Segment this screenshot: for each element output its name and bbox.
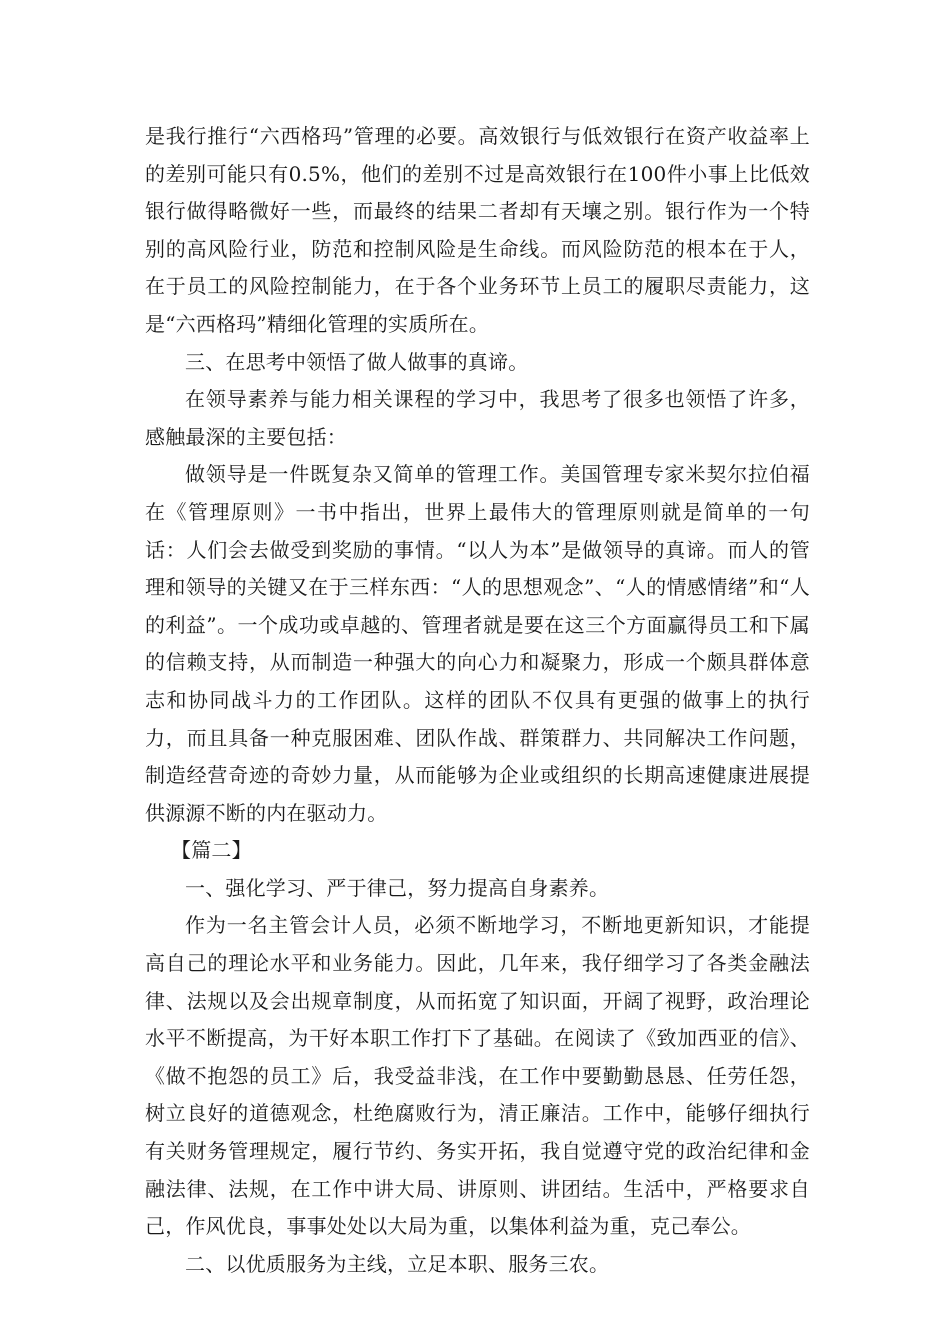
- section-title-part-two: 【篇二】: [171, 838, 252, 863]
- heading-section-one: 一、强化学习、严于律己，努力提高自身素养。: [185, 875, 610, 900]
- heading-section-three: 三、在思考中领悟了做人做事的真谛。: [185, 349, 529, 374]
- paragraph-accountant-study: 作为一名主管会计人员，必须不断地学习，不断地更新知识，才能提高自己的理论水平和业务能力。因此，几年来，我仔细学习了各类金融法律、法规以及会出规章制度，从而拓宽了知识面，开阔了视野，政治理论水平不断提高，为干好本职工作打下了基础。在阅读了《致加西亚的信》、《做不抱怨的员工》后，我受益非浅，在工作中要勤勤恳恳、任劳任怨，树立良好的道德观念，杜绝腐败行为，清正廉洁。工作中，能够仔细执行有关财务管理规定，履行节约、务实开拓，我自觉遵守党的政治纪律和金融法律、法规，在工作中讲大局、讲原则、讲团结。生活中，严格要求自己，作风优良，事事处处以大局为重，以集体利益为重，克己奉公。: [145, 913, 810, 1239]
- document-body: [145, 118, 810, 1283]
- paragraph-leadership-intro: 在领导素养与能力相关课程的学习中，我思考了很多也领悟了许多，感触最深的主要包括：: [145, 387, 810, 449]
- paragraph-six-sigma: 是我行推行“六西格玛”管理的必要。高效银行与低效银行在资产收益率上的差别可能只有0.5%，他们的差别不过是高效银行在100件小事上比低效银行做得略微好一些，而最终的结果二者却有天壤之别。银行作为一个特别的高风险行业，防范和控制风险是生命线。而风险防范的根本在于人，在于员工的风险控制能力，在于各个业务环节上员工的履职尽责能力，这是“六西格玛”精细化管理的实质所在。: [145, 124, 810, 336]
- heading-section-two: 二、以优质服务为主线，立足本职、服务三农。: [185, 1251, 610, 1276]
- paragraph-leadership-body: 做领导是一件既复杂又简单的管理工作。美国管理专家米契尔拉伯福在《管理原则》一书中指出，世界上最伟大的管理原则就是简单的一句话：人们会去做受到奖励的事情。“以人为本”是做领导的真谛。而人的管理和领导的关键又在于三样东西：“人的思想观念”、“人的情感情绪”和“人的利益”。一个成功或卓越的、管理者就是要在这三个方面赢得员工和下属的信赖支持，从而制造一种强大的向心力和凝聚力，形成一个颇具群体意志和协同战斗力的工作团队。这样的团队不仅具有更强的做事上的执行力，而且具备一种克服困难、团队作战、群策群力、共同解决工作问题，制造经营奇迹的奇妙力量，从而能够为企业或组织的长期高速健康进展提供源源不断的内在驱动力。: [145, 462, 810, 825]
